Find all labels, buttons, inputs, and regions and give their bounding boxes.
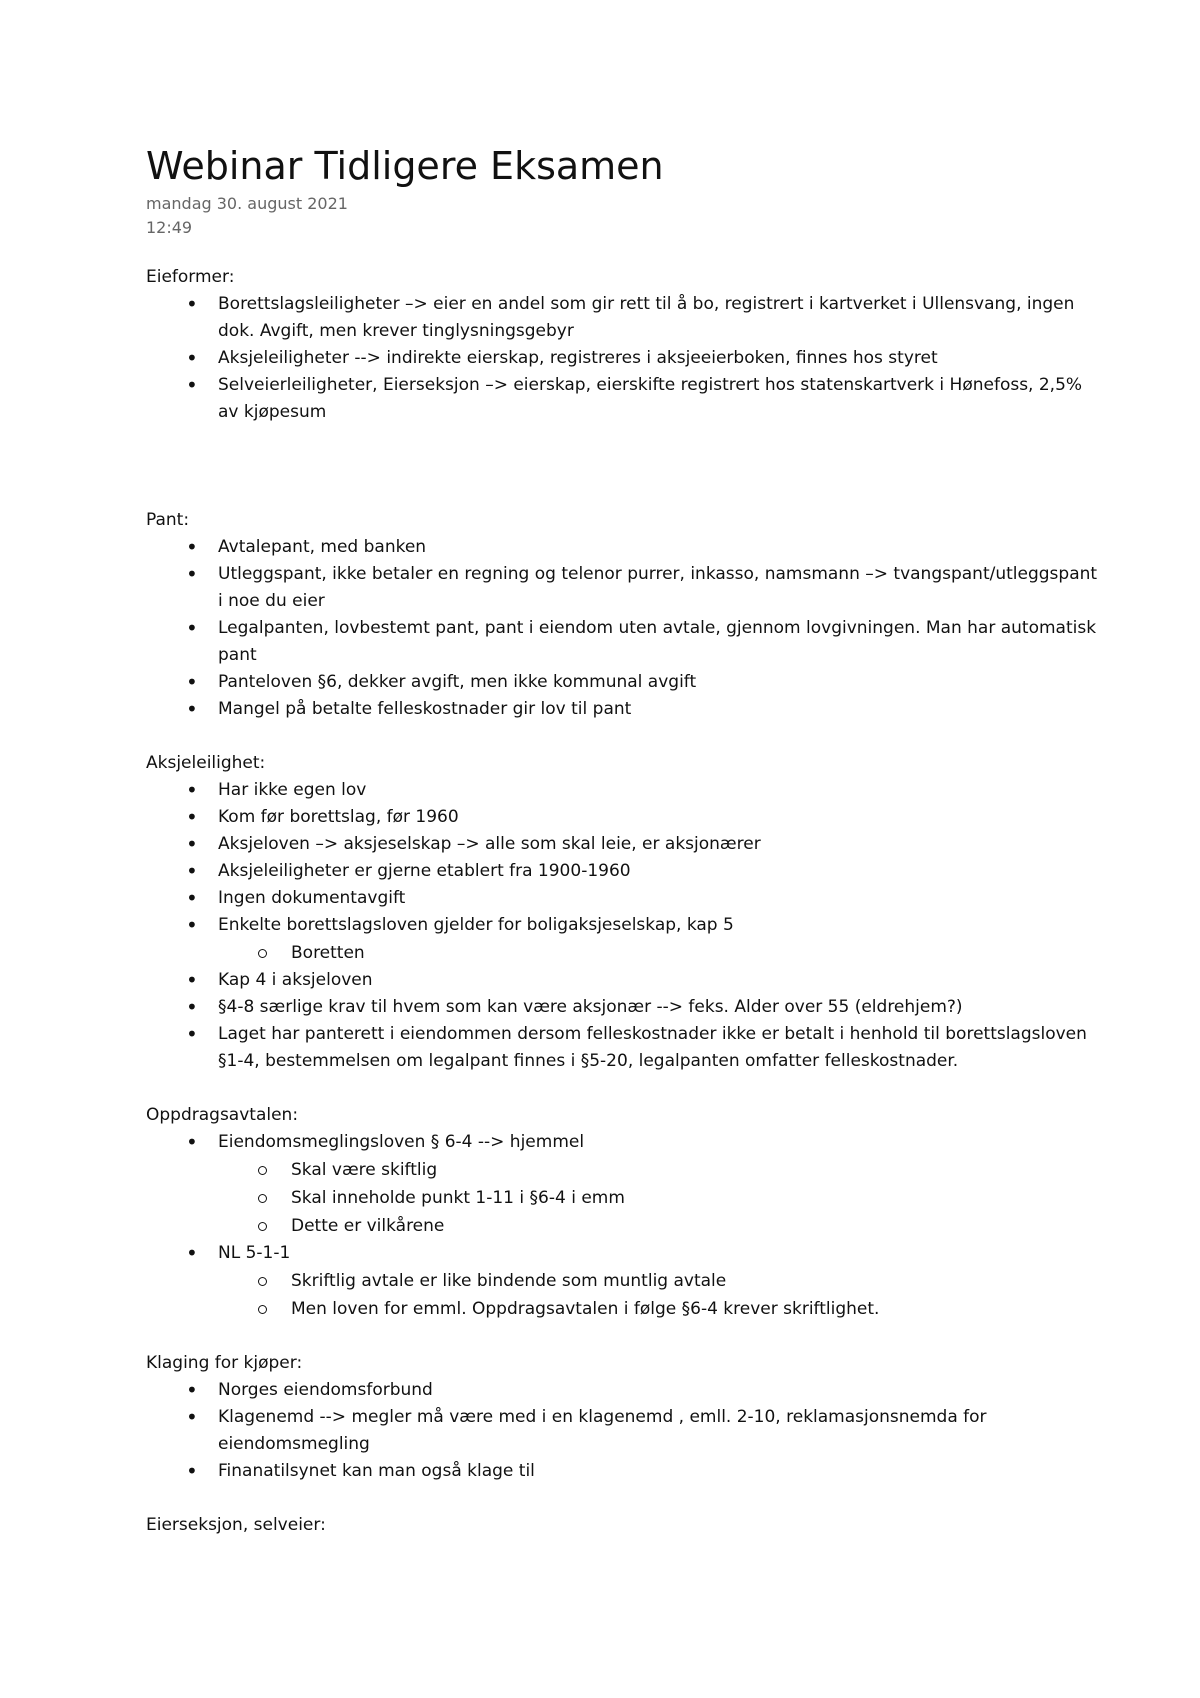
sub-list-item: Men loven for emml. Oppdragsavtalen i følge §6-4 krever skriftlighet. xyxy=(146,1295,1106,1323)
list-item: • Ingen dokumentavgift xyxy=(146,885,1106,912)
spacer xyxy=(146,1323,1106,1350)
note-date: mandag 30. august 2021 xyxy=(146,194,348,213)
list-item: • Norges eiendomsforbund xyxy=(146,1377,1106,1404)
section-heading: Eierseksjon, selveier: xyxy=(146,1515,326,1535)
bullet-list xyxy=(146,777,1106,1075)
section-eieformer xyxy=(146,264,1106,426)
list-item: • Legalpanten, lovbestemt pant, pant i eiendom uten avtale, gjennom lovgivningen. Man har automatisk pant xyxy=(146,615,1106,669)
list-item: • Aksjeloven –> aksjeselskap –> alle som skal leie, er aksjonærer xyxy=(146,831,1106,858)
list-item: • Aksjeleiligheter er gjerne etablert fra 1900-1960 xyxy=(146,858,1106,885)
list-item: • Har ikke egen lov xyxy=(146,777,1106,804)
list-item: • Selveierleiligheter, Eierseksjon –> eierskap, eierskifte registrert hos statenskartverk i Hønefoss, 2,5% av kjøpesum xyxy=(146,372,1106,426)
section-heading: Oppdragsavtalen: xyxy=(146,1105,299,1125)
section-klaging xyxy=(146,1350,1106,1485)
section-oppdragsavtalen xyxy=(146,1102,1106,1323)
document-content xyxy=(146,140,1106,1539)
sub-list-item: Skal inneholde punkt 1-11 i §6-4 i emm xyxy=(146,1184,1106,1212)
list-item: • Avtalepant, med banken xyxy=(146,534,1106,561)
spacer xyxy=(146,1075,1106,1102)
bullet-list xyxy=(146,534,1106,723)
note-time: 12:49 xyxy=(146,218,193,237)
list-item: • Kom før borettslag, før 1960 xyxy=(146,804,1106,831)
spacer xyxy=(146,426,1106,507)
list-item: • Mangel på betalte felleskostnader gir lov til pant xyxy=(146,696,1106,723)
list-item: • Utleggspant, ikke betaler en regning og telenor purrer, inkasso, namsmann –> tvangspant/utleggspant i noe du eier xyxy=(146,561,1106,615)
sub-list-item: Skriftlig avtale er like bindende som muntlig avtale xyxy=(146,1267,1106,1295)
list-item: • §4-8 særlige krav til hvem som kan være aksjonær --> feks. Alder over 55 (eldrehjem?) xyxy=(146,994,1106,1021)
section-heading: Klaging for kjøper: xyxy=(146,1353,303,1373)
list-item: • Laget har panterett i eiendommen dersom felleskostnader ikke er betalt i henhold til borettslagsloven §1-4, bestemmelsen om legalpant finnes i §5-20, legalpanten omfatter felleskostnader. xyxy=(146,1021,1106,1075)
section-pant xyxy=(146,507,1106,723)
spacer xyxy=(146,1485,1106,1512)
list-item: • Enkelte borettslagsloven gjelder for boligaksjeselskap, kap 5 xyxy=(146,912,1106,939)
bullet-list xyxy=(146,291,1106,426)
list-item: • Panteloven §6, dekker avgift, men ikke kommunal avgift xyxy=(146,669,1106,696)
list-item: • Finanatilsynet kan man også klage til xyxy=(146,1458,1106,1485)
section-eierseksjon xyxy=(146,1512,1106,1539)
list-item: • Eiendomsmeglingsloven § 6-4 --> hjemmel xyxy=(146,1129,1106,1156)
section-heading: Pant: xyxy=(146,510,190,530)
bullet-list xyxy=(146,1377,1106,1485)
sub-list-item: Dette er vilkårene xyxy=(146,1212,1106,1240)
sub-list-item: Boretten xyxy=(146,939,1106,967)
list-item: • Aksjeleiligheter --> indirekte eierskap, registreres i aksjeeierboken, finnes hos styret xyxy=(146,345,1106,372)
spacer xyxy=(146,723,1106,750)
section-heading: Eieformer: xyxy=(146,267,235,287)
list-item: • Kap 4 i aksjeloven xyxy=(146,967,1106,994)
section-heading: Aksjeleilighet: xyxy=(146,753,266,773)
bullet-list xyxy=(146,1129,1106,1323)
section-aksjeleilighet xyxy=(146,750,1106,1075)
list-item: • Borettslagsleiligheter –> eier en andel som gir rett til å bo, registrert i kartverket i Ullensvang, ingen dok. Avgift, men krever tinglysningsgebyr xyxy=(146,291,1106,345)
list-item: • NL 5-1-1 xyxy=(146,1240,1106,1267)
list-item: • Klagenemd --> megler må være med i en klagenemd , emll. 2-10, reklamasjonsnemda for eiendomsmegling xyxy=(146,1404,1106,1458)
page-title: Webinar Tidligere Eksamen xyxy=(146,144,664,188)
sub-list-item: Skal være skiftlig xyxy=(146,1156,1106,1184)
